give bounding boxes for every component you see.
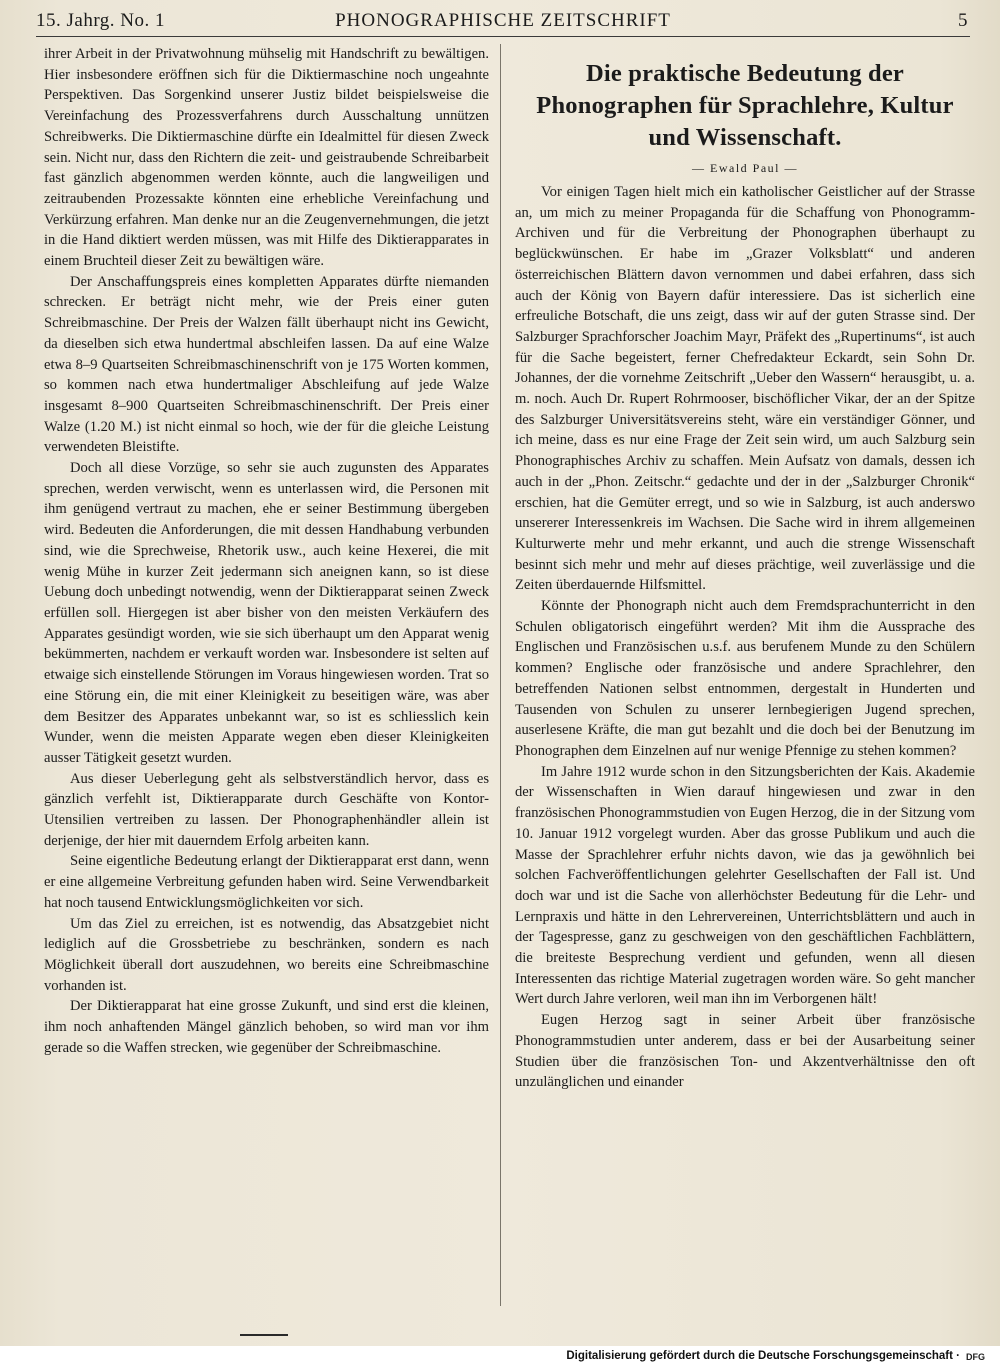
left-paragraph-4: Aus dieser Ueberlegung geht als selbstverständlich hervor, dass es gänzlich verfehlt ist, Diktierapparate durch Geschäfte von Kontor-Utensilien vertreiben zu lassen. Der Phonographenhändler allein ist derjenige, der hier mit dauerndem Erfolg arbeiten kann.	[44, 770, 489, 849]
left-paragraph-5: Seine eigentliche Bedeutung erlangt der Diktierapparat erst dann, wenn er eine allgemeine Verbreitung gefunden haben wird. Seine Verwendbarkeit hat noch tausend Entwicklungsmöglichkeiten vor sich.	[44, 853, 489, 911]
volume-issue: 15. Jahrg. No. 1	[36, 10, 166, 31]
right-paragraph-2: Könnte der Phonograph nicht auch dem Fremdsprachunterricht in den Schulen obligatorisch eingeführt werden? Mit ihm die Aussprache des Englischen und Französischen u.s.f. aus berufenem Munde zu den Schülern kommen? Englische oder französische und andere Sprachlehrer, den betreffenden Nationen selbst entnommen, dergestalt in Hunderten und Tausenden von Schulen zu unserer lernbegierigen Jugend sprechen, auserlesene Kräfte, die man gut bezahlt und die doch bei der Benutzung im Phonographen dem Einzelnen auf nur wenige Pfennige zu stehen kommen?	[515, 598, 975, 759]
journal-title: PHONOGRAPHISCHE ZEITSCHRIFT	[335, 10, 671, 31]
digitization-footer	[0, 1346, 1000, 1369]
right-column	[515, 44, 975, 1093]
article-title: Die praktische Bedeutung der Phonographen für Sprachlehre, Kultur und Wissenschaft.	[536, 60, 954, 151]
left-paragraph-7: Der Diktierapparat hat eine grosse Zukunft, und sind erst die kleinen, ihm noch anhaftenden Mängel gänzlich behoben, so wird man vor ihm gerade so die Waffen strecken, wie gegenüber der Schreibmaschine.	[44, 998, 489, 1056]
right-paragraph-4: Eugen Herzog sagt in seiner Arbeit über französische Phonogrammstudien unter anderem, dass er bei der Ausarbeitung seiner Studien über die französischen Ton- und Akzentverhältnisse den oft unzulänglichen und einander	[515, 1012, 975, 1091]
article-author: — Ewald Paul —	[692, 161, 798, 175]
funding-notice: Digitalisierung gefördert durch die Deutsche Forschungsgemeinschaft ·	[566, 1350, 960, 1362]
article-end-rule	[240, 1334, 288, 1336]
running-head	[36, 6, 970, 37]
left-paragraph-1: ihrer Arbeit in der Privatwohnung mühselig mit Handschrift zu bewältigen. Hier insbesondere eröffnen sich für die Diktiermaschine noch ungeahnte Perspektiven. Das Sorgenkind unserer Justiz bildet beispielsweise die Vereinfachung des Prozessverfahrens durch Ausschaltung unnützen Schreibwerks. Die Diktiermaschine dürfte ein Idealmittel für diesen Zweck sein. Nicht nur, dass den Richtern die zeit- und geistraubende Schreibarbeit fast gänzlich abgenommen werden könnte, auch die langweiligen und zeitraubenden Prozessakte könnten eine erhebliche Vereinfachung und Verkürzung erfahren. Man denke nur an die Zeugenvernehmungen, die jetzt in die Hand diktiert werden müssen, was mit Hilfe des Diktierapparates in einem Bruchteil dieser Zeit zu bewältigen wäre.	[44, 46, 489, 270]
dfg-logo-icon: DFG	[966, 1352, 985, 1362]
left-paragraph-6: Um das Ziel zu erreichen, ist es notwendig, das Absatzgebiet nicht lediglich auf die Grossbetriebe zu beschränken, sondern es nach Möglichkeit überall dort auszudehnen, wo bereits eine Schreibmaschine vorhanden ist.	[44, 915, 489, 994]
left-column	[44, 44, 489, 1058]
left-paragraph-3: Doch all diese Vorzüge, so sehr sie auch zugunsten des Apparates sprechen, werden verwischt, wenn es unterlassen wird, die Personen mit ihm genügend vertraut zu machen, ehe er seiner Bestimmung übergeben wird. Bedeuten die Anforderungen, die mit dessen Handhabung verbunden sind, wie die Sprechweise, Rhetorik usw., auch keine Hexerei, die mit wenig Mühe in kurzer Zeit jedermann sich aneignen kann, so ist diese Uebung doch unbedingt notwendig, wenn der Diktierapparat seinen Zweck erfüllen soll. Hiergegen ist aber bisher von den meisten Verkäufern des Apparates gesündigt worden, wie sie sich überhaupt um den Apparat wenig bekümmerten, nachdem er verkauft worden war. Insbesondere ist selten auf etwaige sich einstellende Störungen im Voraus hingewiesen worden. Trat so eine Störung ein, die mit einer Kleinigkeit zu beseitigen wäre, was aber dem Besitzer des Apparates unbekannt war, so ist es schliesslich kein Wunder, wenn die meisten Apparate wegen eben dieser Kleinigkeiten ausser Tätigkeit gesetzt wurden.	[44, 460, 489, 766]
left-paragraph-2: Der Anschaffungspreis eines kompletten Apparates dürfte niemanden schrecken. Er beträgt nicht mehr, wie der Preis einer guten Schreibmaschine. Der Preis der Walzen fällt überhaupt nicht ins Gewicht, da dieselben sich etwa hundertmal abschleifen lassen. Da auf eine Walze etwa 8–9 Quartseiten Schreibmaschinenschrift von je 175 Worten kommen, so kommen nach etwa hundertmaliger Abschleifung auf jede Walze insgesamt 8–900 Quartseiten Schreibmaschinenschrift. Der Preis einer Walze (1.20 M.) ist nicht einmal so hoch, wie der für die gleiche Leistung verwendeten Bleistifte.	[44, 273, 489, 456]
page-number: 5	[958, 10, 968, 31]
right-paragraph-3: Im Jahre 1912 wurde schon in den Sitzungsberichten der Kais. Akademie der Wissenschaften in Wien darauf hingewiesen und zwar in den französischen Phonogrammstudien von Eugen Herzog, die in der Sitzung vom 10. Januar 1912 vorgelegt wurden. Aber das grosse Publikum und auch die Masse der Sprachlehrer erfuhr nichts davon, wie das ja gewöhnlich bei solchen Fachveröffentlichungen gelehrter Gesellschaften der Fall ist. Und doch war und ist die Sache von allerhöchster Bedeutung für die Lehr- und Lernpraxis und hätte in den Lehrervereinen, Unterrichtsblättern und auch in der Tagespresse, ganz zu geschweigen von den geschäftlichen Fachblättern, die breiteste Besprechung verdient und gefunden, wenn all diesen Interessenten das richtige Material zugetragen worden wäre. So geht mancher Wert durch Jahre verloren, weil man ihn im Verborgenen hält!	[515, 763, 975, 1008]
column-divider	[500, 44, 501, 1306]
right-paragraph-1: Vor einigen Tagen hielt mich ein katholischer Geistlicher auf der Strasse an, um mich zu meiner Propaganda für die Schaffung von Phonogramm-Archiven und für die Verbreitung der Phonographen überhaupt zu beglückwünschen. Er habe im „Grazer Volksblatt“ und anderen österreichischen Blättern davon vernommen und dabei erfahren, dass sich auch der König von Bayern dafür interessiere. Das ist sicherlich eine erfreuliche Botschaft, die uns zeigt, dass wir auf der guten Strasse sind. Der Salzburger Sprachforscher Joachim Mayr, Präfekt des „Rupertinums“, ist auch für die Sache begeistert, ferner Chefredakteur Eckardt, sein Sohn Dr. Johannes, der die vornehme Zeitschrift „Ueber den Wassern“ herausgibt, u. a. m. noch. Auch Dr. Rupert Rohrmooser, bischöflicher Vikar, der an der Spitze des Salzburger Universitätsvereins steht, wäre ein verständiger Gönner, und ich meine, dass es nur eine Frage der Zeit sein wird, um auch Salzburg sein Phonographisches Archiv zu schaffen. Mein Aufsatz von damals, dessen ich auch in der „Phon. Zeitschr.“ gedachte und der in der „Salzburger Chronik“ erschien, hat die Gemüter erregt, und so wie in Salzburg, ist auch anderswo unsererer Interessenkreis im Wachsen. Die Sache wird in ihrem allgemeinen Kulturwerte mehr und mehr erkannt, und auch die strenge Wissenschaft besinnt sich mehr und mehr auf dieses prächtige, weil zuverlässige und die Zeiten überdauernde Hilfsmittel.	[515, 184, 975, 594]
